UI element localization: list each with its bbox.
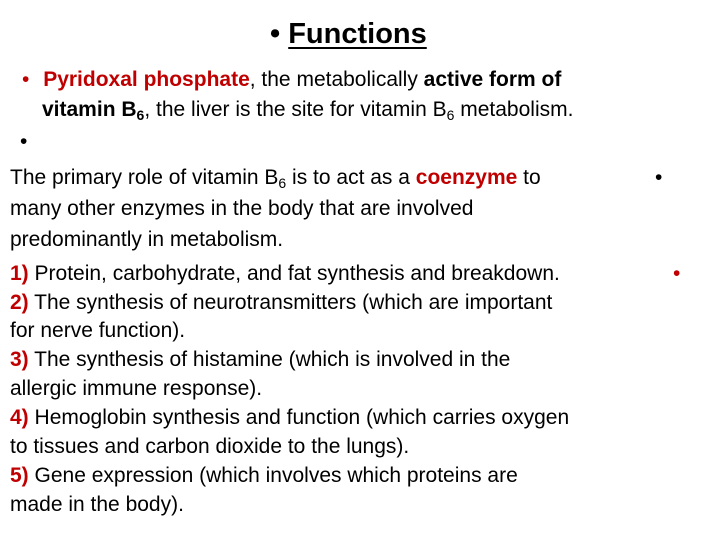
empty-bullet: •	[20, 130, 28, 153]
list-item-4-cont: to tissues and carbon dioxide to the lungs).	[10, 435, 410, 458]
list-item-2-cont: for nerve function).	[10, 319, 186, 342]
body-text-b: is to act as a	[286, 166, 416, 189]
body-subscript: 6	[278, 175, 287, 191]
item-text: Hemoglobin synthesis and function (which carries oxygen	[28, 406, 570, 429]
point-1-text-b: , the liver is the site for vitamin B	[144, 98, 447, 121]
list-item-4	[10, 406, 569, 429]
point-1-line-2	[42, 98, 573, 123]
point-1-bullet: •	[22, 68, 30, 91]
list-item-3-cont: allergic immune response).	[10, 377, 263, 400]
title-bullet: •	[270, 18, 281, 50]
pyridoxal-term: Pyridoxal phosphate	[43, 68, 250, 91]
body-line-3: predominantly in metabolism.	[10, 228, 284, 251]
body-bullet: •	[655, 166, 663, 189]
body-text-a: The primary role of vitamin B	[10, 166, 279, 189]
body-line-1	[10, 166, 541, 191]
item-1-bullet: •	[673, 262, 681, 285]
item-number: 1)	[10, 262, 29, 285]
point-1-line-1	[22, 68, 561, 91]
item-text: Protein, carbohydrate, and fat synthesis and breakdown.	[28, 262, 560, 285]
list-item-5	[10, 464, 518, 487]
body-text-c: to	[517, 166, 541, 189]
point-1-text-a: , the metabolically	[249, 68, 424, 91]
list-item-1	[10, 262, 560, 285]
item-number: 5)	[10, 464, 29, 487]
item-text: The synthesis of histamine (which is involved in the	[28, 348, 511, 371]
active-form-text: active form of	[423, 68, 562, 91]
coenzyme-term: coenzyme	[415, 166, 518, 189]
vitamin-subscript: 6	[136, 107, 145, 123]
slide-title	[270, 18, 427, 51]
list-item-5-cont: made in the body).	[10, 493, 184, 516]
item-number: 4)	[10, 406, 29, 429]
list-item-2	[10, 291, 552, 314]
point-1-text-c: metabolism.	[454, 98, 574, 121]
item-number: 3)	[10, 348, 29, 371]
title-text: Functions	[288, 18, 427, 50]
item-number: 2)	[10, 291, 29, 314]
list-item-3	[10, 348, 510, 371]
body-line-2: many other enzymes in the body that are involved	[10, 197, 474, 220]
vitamin-text: vitamin B	[42, 98, 137, 121]
item-text: Gene expression (which involves which proteins are	[28, 464, 518, 487]
vitamin-subscript-2: 6	[446, 107, 455, 123]
item-text: The synthesis of neurotransmitters (which are important	[28, 291, 553, 314]
